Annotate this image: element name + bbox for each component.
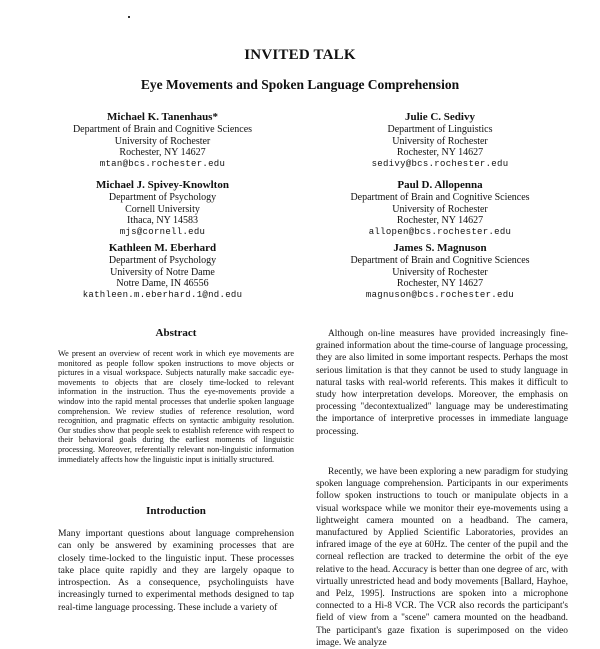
author-department: Department of Brain and Cognitive Sciences	[350, 192, 530, 203]
author-name: Michael K. Tanenhaus*	[107, 111, 218, 123]
author-institution: University of Rochester	[114, 135, 211, 147]
author-institution: Cornell University	[125, 203, 200, 215]
author-address: Ithaca, NY 14583	[127, 215, 198, 226]
author-block-eberhard	[45, 242, 280, 301]
right-column-paragraph-1: Although on-line measures have provided increasingly fine-grained information about the time-course of language processing, they are also limited in some important respects. Perhaps the most serious limitation is that they cannot be used to study language in natural tasks with real-world referents. This makes it difficult to study how interpretation develops. Moreover, the emphasis on processing "decontextualized" language may be underestimating the importance of interpretive processes in immediate language processing.	[316, 329, 568, 437]
author-name: James S. Magnuson	[393, 242, 487, 254]
author-department: Department of Linguistics	[387, 124, 493, 135]
author-address: Notre Dame, IN 46556	[116, 278, 209, 289]
author-address: Rochester, NY 14627	[119, 147, 206, 158]
author-institution: University of Rochester	[392, 266, 488, 278]
abstract-body: We present an overview of recent work in which eye movements are monitored as people follow spoken instructions to move objects or pictures in a visual workspace. Subjects naturally make saccadic eye-movements to objects that are closely time-locked to relevant information in the instruction. Thus the eye-movements provide a window into the rapid mental processes that underlie spoken language comprehension. We review studies of reference resolution, word recognition, and pragmatic effects on syntactic ambiguity resolution. Our studies show that people seek to establish reference with respect to their behavioral goals during the earliest moments of linguistic processing. Moreover, referentially relevant non-linguistic information immediately affects how the linguistic input is initially structured.	[58, 349, 294, 464]
author-block-sedivy	[320, 111, 560, 170]
author-email: magnuson@bcs.rochester.edu	[365, 289, 515, 300]
author-institution: University of Rochester	[392, 203, 488, 215]
author-institution: University of Notre Dame	[110, 266, 215, 278]
scan-speck	[128, 16, 130, 18]
author-department: Department of Brain and Cognitive Sciences	[350, 255, 530, 266]
author-block-magnuson	[320, 242, 560, 301]
author-address: Rochester, NY 14627	[396, 278, 484, 289]
author-block-spivey-knowlton	[45, 179, 280, 238]
author-institution: University of Rochester	[392, 135, 488, 147]
author-department: Department of Psychology	[108, 255, 217, 266]
author-address: Rochester, NY 14627	[396, 147, 484, 158]
author-department: Department of Brain and Cognitive Sciences	[72, 124, 253, 135]
author-email: mjs@cornell.edu	[119, 226, 206, 237]
introduction-body: Many important questions about language comprehension can only be answered by examining processes that are closely time-locked to the linguistic input. These processes take place quite rapidly and they are largely opaque to introspection. As a consequence, psycholinguists have increasingly turned to experimental methods designed to tap real-time language processing. These include a variety of	[58, 528, 294, 613]
author-email: sedivy@bcs.rochester.edu	[371, 158, 509, 169]
author-department: Department of Psychology	[108, 192, 217, 203]
author-name: Julie C. Sedivy	[405, 111, 475, 123]
author-email: allopen@bcs.rochester.edu	[368, 226, 512, 237]
author-block-allopenna	[320, 179, 560, 238]
abstract-heading: Abstract	[155, 327, 197, 339]
author-address: Rochester, NY 14627	[396, 215, 484, 226]
author-name: Michael J. Spivey-Knowlton	[96, 179, 229, 191]
right-column-paragraph-2: Recently, we have been exploring a new paradigm for studying spoken language comprehension. Participants in our experiments follow spoken instructions to touch or manipulate objects in a visual workspace while we monitor their eye-movements using a lightweight camera mounted on a headband. The camera, manufactured by Applied Scientific Laboratories, provides an infrared image of the eye at 60Hz. The center of the pupil and the corneal reflection are tracked to determine the orbit of the eye relative to the head. Accuracy is better than one degree of arc, with virtually unrestricted head and body movements [Ballard, Hayhoe, and Pelz, 1995]. Instructions are spoken into a microphone connected to a Hi-8 VCR. The VCR also records the participant's field of view from a "scene" camera mounted on the headband. The participant's gaze fixation is superimposed on the video image. We analyze	[316, 467, 568, 648]
author-name: Paul D. Allopenna	[397, 179, 483, 191]
invited-talk-label: INVITED TALK	[244, 47, 356, 63]
author-name: Kathleen M. Eberhard	[108, 242, 217, 254]
author-block-tanenhaus	[45, 111, 280, 170]
introduction-heading: Introduction	[146, 505, 206, 517]
author-email: kathleen.m.eberhard.1@nd.edu	[82, 289, 243, 300]
author-email: mtan@bcs.rochester.edu	[99, 158, 226, 169]
paper-title: Eye Movements and Spoken Language Comprehension	[140, 77, 460, 92]
